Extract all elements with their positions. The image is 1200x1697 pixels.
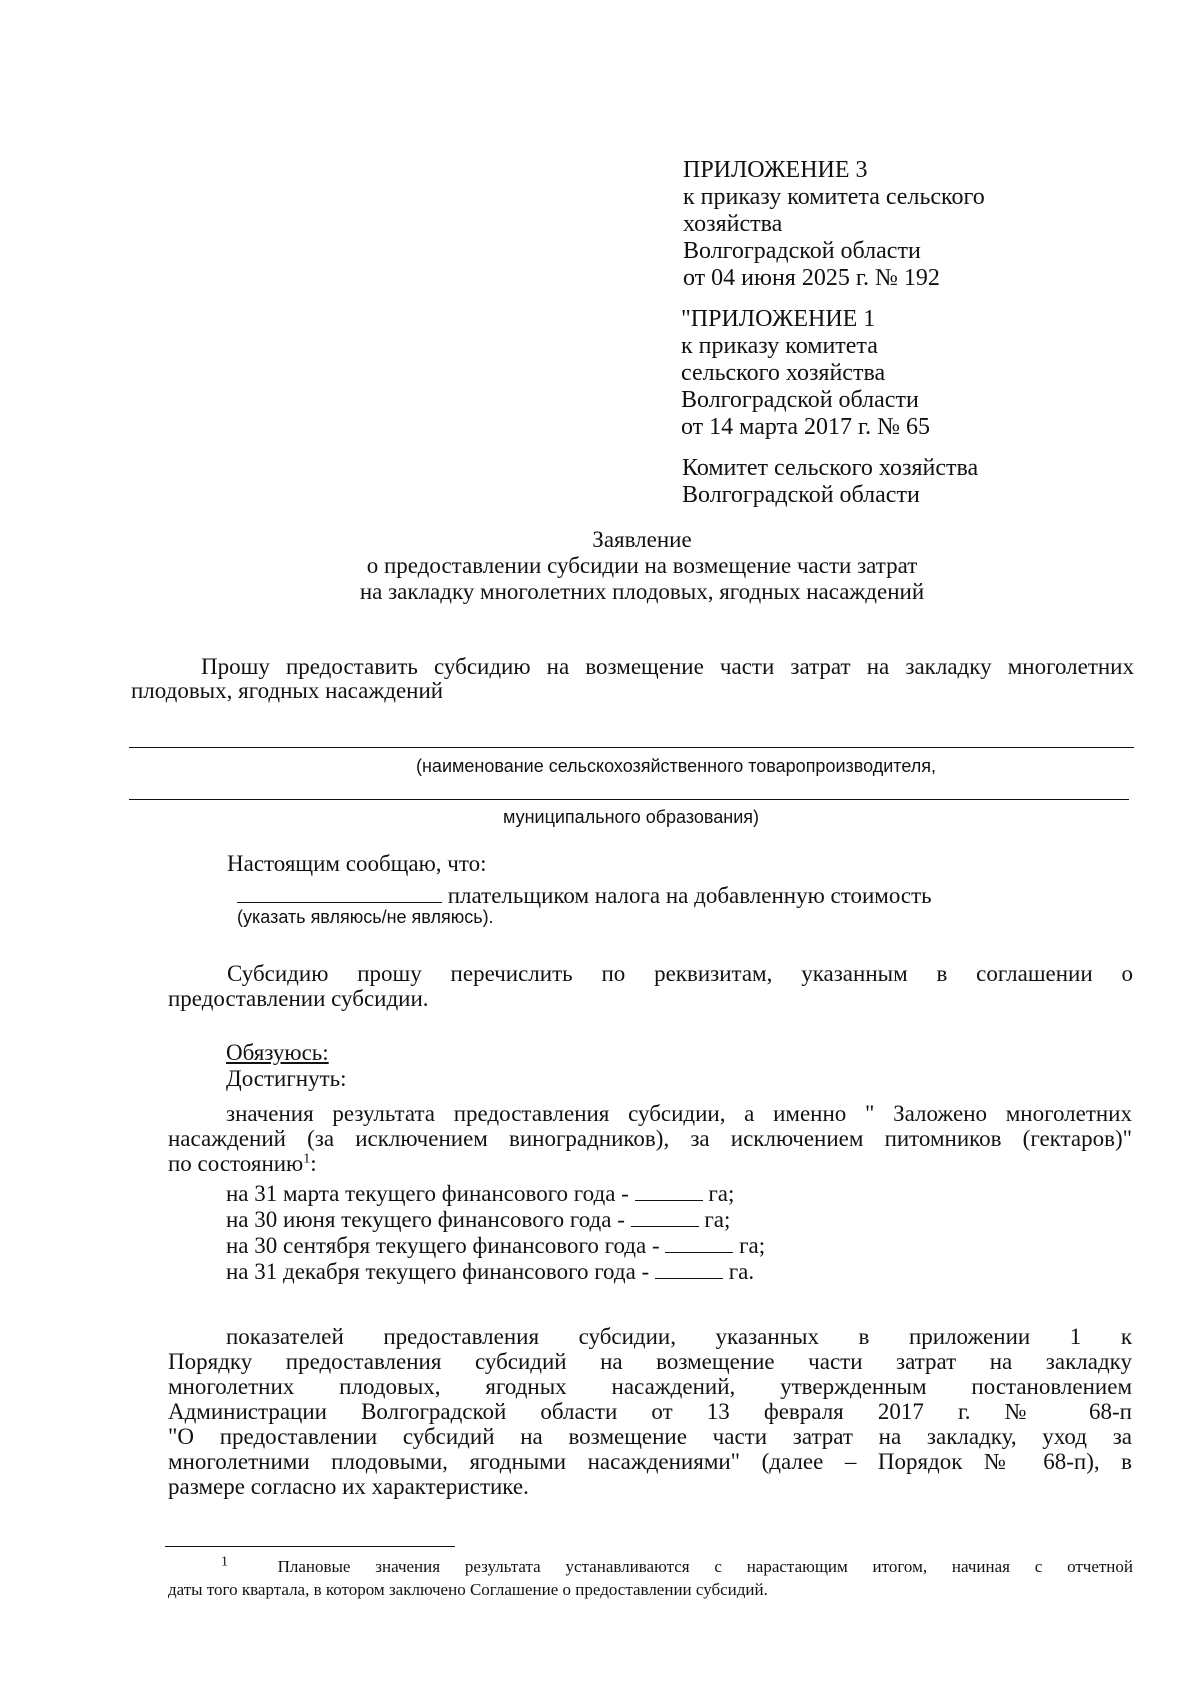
result-item bbox=[226, 1232, 765, 1259]
appendix-3-line: хозяйства bbox=[683, 211, 783, 237]
appendix-3-line: от 04 июня 2025 г. № 192 bbox=[683, 265, 940, 291]
hectares-blank bbox=[635, 1180, 703, 1201]
appendix-3-line: Волгоградской области bbox=[683, 238, 921, 264]
result-item-label: на 31 декабря текущего финансового года - bbox=[226, 1259, 650, 1284]
municipality-caption: муниципального образования) bbox=[503, 807, 760, 827]
obligations-heading: Обязуюсь: bbox=[226, 1040, 329, 1065]
indicators-line-5: "О предоставлении субсидий на возмещение части затрат на закладку, уход за bbox=[168, 1424, 1132, 1449]
municipality-line bbox=[129, 799, 1129, 800]
result-item-unit: га; bbox=[704, 1207, 731, 1232]
request-line-1: Прошу предоставить субсидию на возмещение части затрат на закладку многолетних bbox=[201, 654, 1134, 679]
appendix-1-line: от 14 марта 2017 г. № 65 bbox=[681, 414, 930, 440]
title-subline: на закладку многолетних плодовых, ягодных насаждений bbox=[359, 579, 925, 604]
header-appendix-3 bbox=[683, 157, 985, 292]
vat-status-blank bbox=[237, 882, 442, 903]
appendix-3-line: к приказу комитета сельского bbox=[683, 184, 985, 210]
result-item-label: на 30 сентября текущего финансового года - bbox=[226, 1233, 660, 1258]
vat-statement bbox=[237, 882, 932, 909]
hectares-blank bbox=[665, 1232, 733, 1253]
indicators-line-3: многолетних плодовых, ягодных насаждений, утвержденным постановлением bbox=[168, 1374, 1132, 1399]
document-title bbox=[160, 527, 1124, 605]
appendix-1-line: к приказу комитета bbox=[681, 333, 878, 359]
result-item-unit: га. bbox=[728, 1259, 755, 1284]
transfer-line-2: предоставлении субсидии. bbox=[168, 986, 429, 1011]
result-item-unit: га; bbox=[739, 1233, 766, 1258]
appendix-1-line: Волгоградской области bbox=[681, 387, 919, 413]
footnote-line-1 bbox=[221, 1556, 1133, 1577]
appendix-1-line: сельского хозяйства bbox=[681, 360, 886, 386]
indicators-line-7: размере согласно их характеристике. bbox=[168, 1474, 529, 1499]
result-line-3 bbox=[168, 1151, 317, 1177]
title-main: Заявление bbox=[592, 527, 692, 552]
result-line-1: значения результата предоставления субсидии, а именно " Заложено многолетних bbox=[226, 1101, 1132, 1126]
vat-hint: (указать являюсь/не являюсь). bbox=[237, 907, 494, 927]
appendix-1-title: "ПРИЛОЖЕНИЕ 1 bbox=[681, 306, 876, 332]
applicant-name-caption: (наименование сельскохозяйственного товаропроизводителя, bbox=[416, 756, 937, 776]
obligations-achieve: Достигнуть: bbox=[226, 1066, 347, 1091]
result-item bbox=[226, 1258, 754, 1285]
header-appendix-1 bbox=[681, 306, 930, 441]
result-as-of: по состоянию bbox=[168, 1151, 304, 1176]
addressee-line: Комитет сельского хозяйства bbox=[682, 455, 979, 481]
footnote-separator bbox=[165, 1546, 455, 1547]
appendix-3-title: ПРИЛОЖЕНИЕ 3 bbox=[683, 157, 868, 183]
indicators-line-4: Администрации Волгоградской области от 13 февраля 2017 г. № 68-п bbox=[168, 1399, 1132, 1424]
result-item bbox=[226, 1180, 734, 1207]
indicators-line-2: Порядку предоставления субсидий на возмещение части затрат на закладку bbox=[168, 1349, 1132, 1374]
result-line-2: насаждений (за исключением виноградников), за исключением питомников (гектаров)" bbox=[168, 1126, 1132, 1151]
result-item bbox=[226, 1206, 730, 1233]
result-item-label: на 31 марта текущего финансового года - bbox=[226, 1181, 629, 1206]
result-colon: : bbox=[310, 1151, 317, 1176]
footnote-ref: 1 bbox=[303, 1151, 311, 1167]
indicators-line-1: показателей предоставления субсидии, указанных в приложении 1 к bbox=[226, 1324, 1132, 1349]
vat-statement-text: плательщиком налога на добавленную стоимость bbox=[447, 883, 932, 908]
applicant-name-line bbox=[129, 747, 1134, 748]
indicators-line-6: многолетними плодовыми, ягодными насаждениями" (далее – Порядок № 68-п), в bbox=[168, 1449, 1132, 1474]
hectares-blank bbox=[655, 1258, 723, 1279]
addressee bbox=[682, 455, 978, 509]
hectares-blank bbox=[631, 1206, 699, 1227]
result-item-label: на 30 июня текущего финансового года - bbox=[226, 1207, 625, 1232]
transfer-line-1: Субсидию прошу перечислить по реквизитам, указанным в соглашении о bbox=[227, 961, 1133, 986]
title-subline: о предоставлении субсидии на возмещение части затрат bbox=[366, 553, 918, 578]
footnote-line-2: даты того квартала, в котором заключено Соглашение о предоставлении субсидий. bbox=[168, 1580, 768, 1599]
footnote-mark: 1 bbox=[221, 1554, 228, 1570]
addressee-line: Волгоградской области bbox=[682, 482, 920, 508]
request-line-2: плодовых, ягодных насаждений bbox=[131, 678, 444, 703]
vat-intro: Настоящим сообщаю, что: bbox=[227, 851, 487, 876]
result-item-unit: га; bbox=[708, 1181, 735, 1206]
footnote-text: Плановые значения результата устанавливаются с нарастающим итогом, начиная с отчетной bbox=[277, 1557, 1133, 1576]
